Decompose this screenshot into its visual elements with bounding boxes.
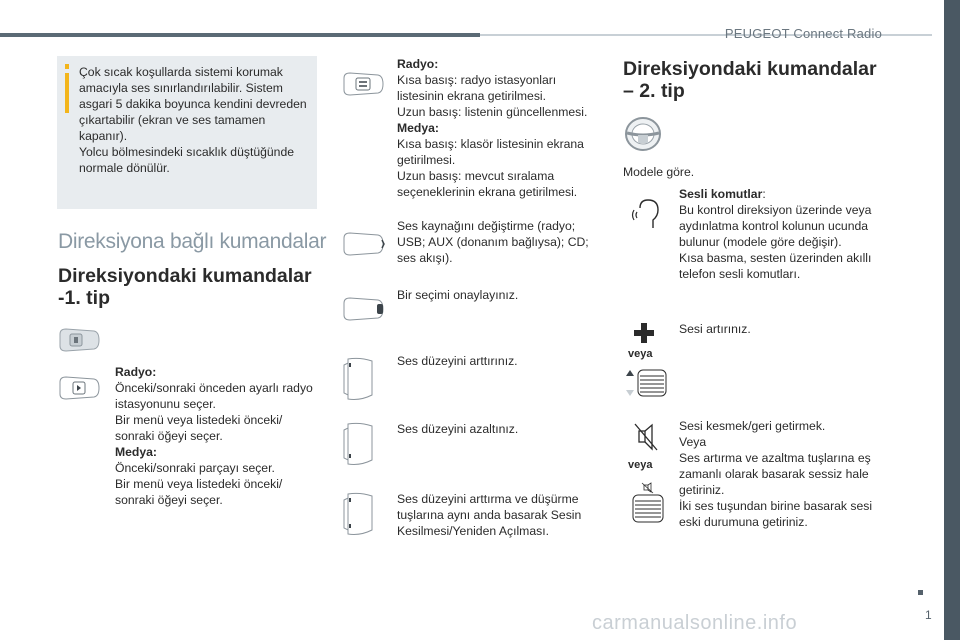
or-label: veya xyxy=(628,348,653,360)
confirm-text: Bir seçimi onaylayınız. xyxy=(397,288,519,302)
or-label-2: veya xyxy=(628,459,653,471)
page-marker xyxy=(918,590,923,595)
stalk-control-icon xyxy=(56,326,102,354)
voice-command-text: Sesli komutlar: Bu kontrol direksiyon üzerinde veya aydınlatma kontrol kolunun ucunda bulunur (modele göre değişir). Kısa basma, sesten üzerinden akıllı telefon sesli komutları. xyxy=(679,187,872,281)
section-title: Direksiyona bağlı kumandalar xyxy=(58,230,327,253)
type2-volume-up-text: Sesi artırınız. xyxy=(679,322,751,336)
stalk-source-icon xyxy=(340,230,386,258)
header-rule xyxy=(0,33,480,37)
mute-text: Ses düzeyini arttırma ve düşürme tuşlarına aynı anda basarak Sesin Kesilmesi/Yeniden Açılması. xyxy=(397,492,582,538)
side-tab xyxy=(944,0,960,640)
stalk-confirm-icon xyxy=(340,295,386,323)
scroll-wheel-mute-icon xyxy=(630,482,666,524)
volume-down-control-icon xyxy=(340,420,380,468)
scroll-wheel-up-icon xyxy=(624,368,670,398)
mute-control-icon xyxy=(340,490,380,538)
type2-mute-text: Sesi kesmek/geri getirmek. Veya Ses artırma ve azaltma tuşlarına eş zamanlı olarak basarak sessiz hale getiriniz. İki ses tuşundan birine basarak sesi eski durumuna getiriniz. xyxy=(679,419,873,529)
plus-icon xyxy=(632,321,656,345)
steering-wheel-icon xyxy=(623,115,663,153)
page-number: 1 xyxy=(925,608,932,622)
type2-heading: Direksiyondaki kumandalar – 2. tip xyxy=(623,58,877,102)
volume-up-control-icon xyxy=(340,355,380,403)
type1-radio-text: Radyo: Önceki/sonraki önceden ayarlı radyo istasyonunu seçer. Bir menü veya listedeki önceki/ sonraki öğeyi seçer. Medya: Önceki/sonraki parçayı seçer. Bir menü veya listedeki önceki/ sonraki öğeyi seçer. xyxy=(115,365,313,507)
middle-radio-media-text: Radyo: Kısa basış: radyo istasyonları listesinin ekrana getirilmesi. Uzun basış: listenin güncellenmesi. Medya: Kısa basış: klasör listesinin ekrana getirilmesi. Uzun basış: mevcut sıralama seçeneklerinin ekrana getirilmesi. xyxy=(397,57,588,199)
type1-heading: Direksiyondaki kumandalar -1. tip xyxy=(58,265,312,309)
source-change-text: Ses kaynağını değiştirme (radyo; USB; AUX (donanım bağlıysa); CD; ses akışı). xyxy=(397,219,589,265)
stalk-next-icon xyxy=(56,374,102,402)
volume-down-text: Ses düzeyini azaltınız. xyxy=(397,422,519,436)
info-icon xyxy=(63,64,71,114)
stalk-list-icon xyxy=(340,70,386,98)
model-note: Modele göre. xyxy=(623,165,695,179)
volume-up-text: Ses düzeyini arttırınız. xyxy=(397,354,518,368)
page-header-title: PEUGEOT Connect Radio xyxy=(724,26,882,41)
voice-command-icon xyxy=(628,196,664,232)
mute-speaker-icon xyxy=(632,422,660,452)
watermark: carmanualsonline.info xyxy=(592,612,798,634)
info-note-text: Çok sıcak koşullarda sistemi korumak amacıyla ses sınırlandırılabilir. Sistem asgari 5 dakika boyunca kendini devreden çıkartabilir (ekran ve ses tamamen kapanır). Yolcu bölmesindeki sıcaklık düştüğünde normale dönülür. xyxy=(79,65,307,175)
